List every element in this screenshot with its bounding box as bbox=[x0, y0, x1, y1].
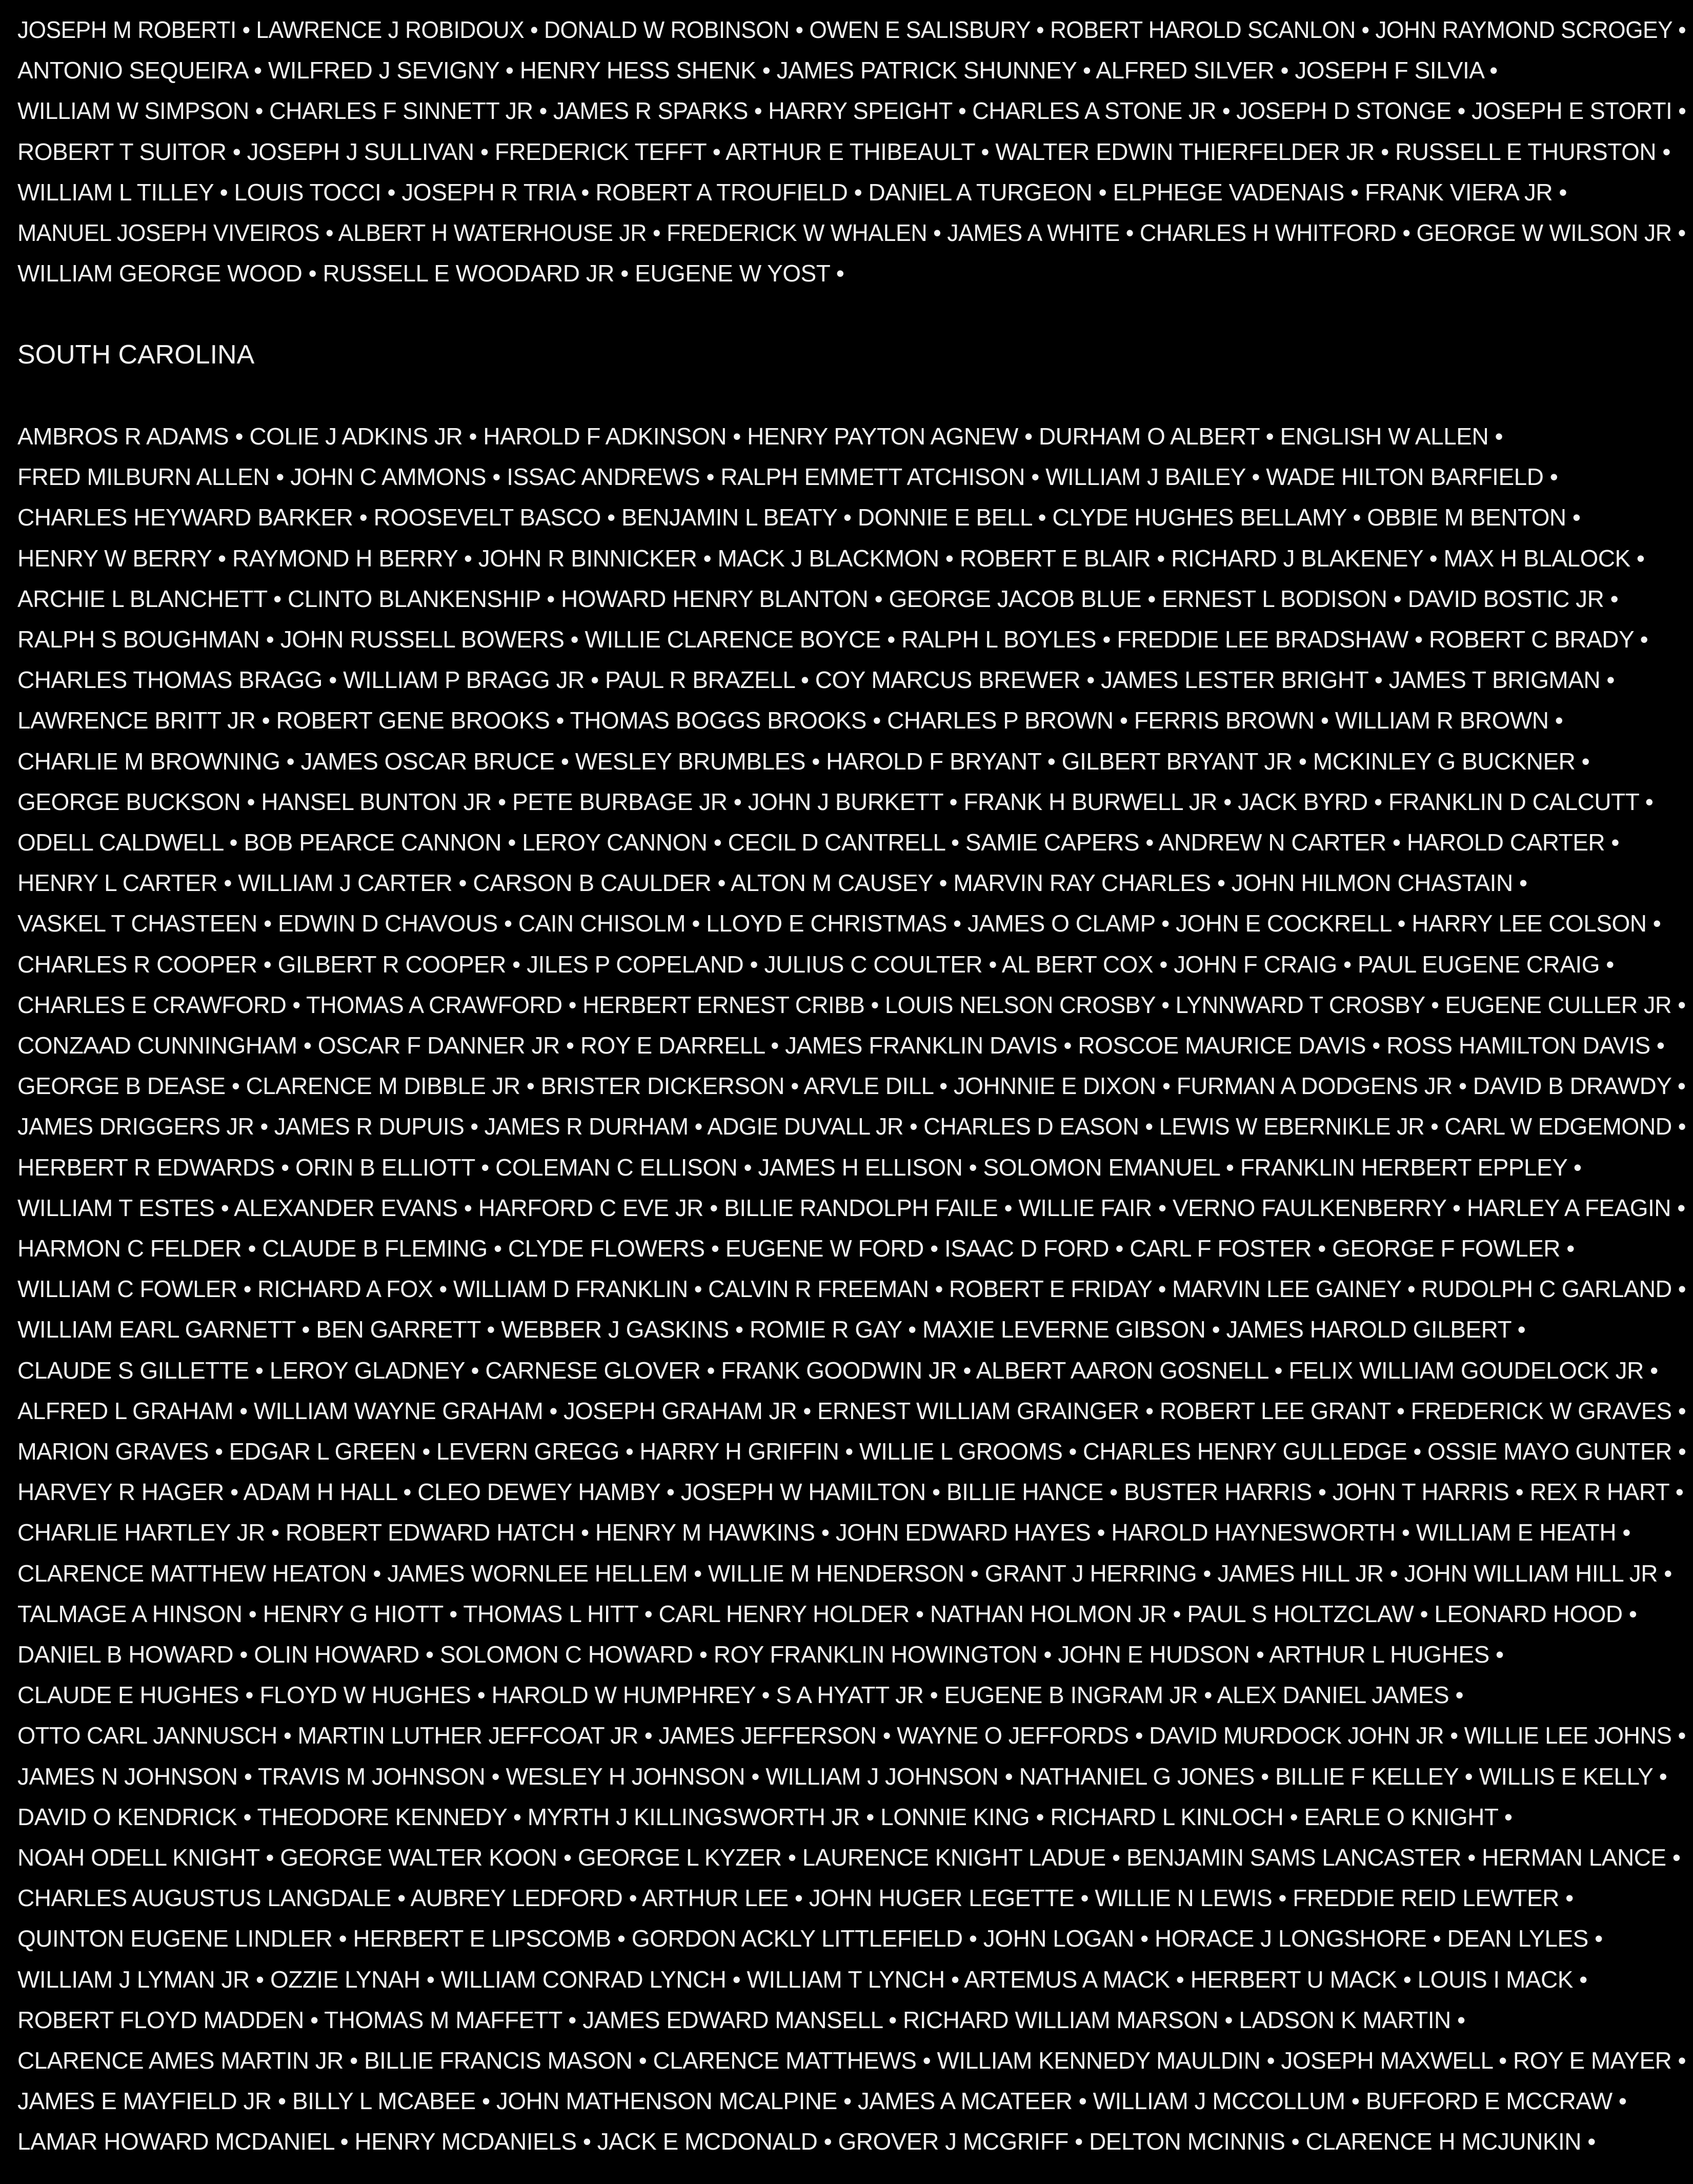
name-line: ALFRED L GRAHAM • WILLIAM WAYNE GRAHAM • JOSEPH GRAHAM JR • ERNEST WILLIAM GRAINGER • ROBERT LEE GRANT • FREDERICK W GRAVES • bbox=[17, 1397, 1686, 1424]
name-line: ARCHIE L BLANCHETT • CLINTO BLANKENSHIP • HOWARD HENRY BLANTON • GEORGE JACOB BLUE • ERNEST L BODISON • DAVID BOSTIC JR • bbox=[17, 585, 1619, 612]
name-line: JOSEPH M ROBERTI • LAWRENCE J ROBIDOUX • DONALD W ROBINSON • OWEN E SALISBURY • ROBERT HAROLD SCANLON • JOHN RAYMOND SCROGEY • bbox=[17, 16, 1686, 43]
name-line: OTTO CARL JANNUSCH • MARTIN LUTHER JEFFCOAT JR • JAMES JEFFERSON • WAYNE O JEFFORDS • DAVID MURDOCK JOHN JR • WILLIE LEE JOHNS • bbox=[17, 1722, 1686, 1749]
name-line: DANIEL B HOWARD • OLIN HOWARD • SOLOMON C HOWARD • ROY FRANKLIN HOWINGTON • JOHN E HUDSON • ARTHUR L HUGHES • bbox=[17, 1641, 1504, 1668]
name-line: ROBERT FLOYD MADDEN • THOMAS M MAFFETT • JAMES EDWARD MANSELL • RICHARD WILLIAM MARSON • LADSON K MARTIN • bbox=[17, 2006, 1465, 2033]
name-line: QUINTON EUGENE LINDLER • HERBERT E LIPSCOMB • GORDON ACKLY LITTLEFIELD • JOHN LOGAN • HORACE J LONGSHORE • DEAN LYLES • bbox=[17, 1925, 1603, 1952]
name-line: WILLIAM W SIMPSON • CHARLES F SINNETT JR • JAMES R SPARKS • HARRY SPEIGHT • CHARLES A STONE JR • JOSEPH D STONGE • JOSEPH E STORTI • bbox=[17, 97, 1686, 125]
name-line: ROBERT T SUITOR • JOSEPH J SULLIVAN • FREDERICK TEFFT • ARTHUR E THIBEAULT • WALTER EDWIN THIERFELDER JR • RUSSELL E THURSTON • bbox=[17, 138, 1670, 165]
name-line: LAWRENCE BRITT JR • ROBERT GENE BROOKS • THOMAS BOGGS BROOKS • CHARLES P BROWN • FERRIS BROWN • WILLIAM R BROWN • bbox=[17, 707, 1563, 734]
name-line: WILLIAM EARL GARNETT • BEN GARRETT • WEBBER J GASKINS • ROMIE R GAY • MAXIE LEVERNE GIBSON • JAMES HAROLD GILBERT • bbox=[17, 1316, 1526, 1343]
name-line: HENRY L CARTER • WILLIAM J CARTER • CARSON B CAULDER • ALTON M CAUSEY • MARVIN RAY CHARLES • JOHN HILMON CHASTAIN • bbox=[17, 869, 1527, 897]
name-line: GEORGE BUCKSON • HANSEL BUNTON JR • PETE BURBAGE JR • JOHN J BURKETT • FRANK H BURWELL JR • JACK BYRD • FRANKLIN D CALCUTT • bbox=[17, 788, 1654, 815]
name-line: MARION GRAVES • EDGAR L GREEN • LEVERN GREGG • HARRY H GRIFFIN • WILLIE L GROOMS • CHARLES HENRY GULLEDGE • OSSIE MAYO GUNTER • bbox=[17, 1438, 1686, 1465]
name-line: CONZAAD CUNNINGHAM • OSCAR F DANNER JR • ROY E DARRELL • JAMES FRANKLIN DAVIS • ROSCOE MAURICE DAVIS • ROSS HAMILTON DAVIS • bbox=[17, 1032, 1665, 1059]
name-line: JAMES DRIGGERS JR • JAMES R DUPUIS • JAMES R DURHAM • ADGIE DUVALL JR • CHARLES D EASON • LEWIS W EBERNIKLE JR • CARL W EDGEMOND • bbox=[17, 1113, 1686, 1140]
name-line: HERBERT R EDWARDS • ORIN B ELLIOTT • COLEMAN C ELLISON • JAMES H ELLISON • SOLOMON EMANUEL • FRANKLIN HERBERT EPPLEY • bbox=[17, 1154, 1582, 1181]
name-line: CLAUDE S GILLETTE • LEROY GLADNEY • CARNESE GLOVER • FRANK GOODWIN JR • ALBERT AARON GOSNELL • FELIX WILLIAM GOUDELOCK JR • bbox=[17, 1357, 1658, 1384]
name-line: FRED MILBURN ALLEN • JOHN C AMMONS • ISSAC ANDREWS • RALPH EMMETT ATCHISON • WILLIAM J BAILEY • WADE HILTON BARFIELD • bbox=[17, 463, 1558, 491]
name-line: NOAH ODELL KNIGHT • GEORGE WALTER KOON • GEORGE L KYZER • LAURENCE KNIGHT LADUE • BENJAMIN SAMS LANCASTER • HERMAN LANCE • bbox=[17, 1844, 1681, 1871]
name-line: ODELL CALDWELL • BOB PEARCE CANNON • LEROY CANNON • CECIL D CANTRELL • SAMIE CAPERS • ANDREW N CARTER • HAROLD CARTER • bbox=[17, 829, 1619, 856]
name-line: MANUEL JOSEPH VIVEIROS • ALBERT H WATERHOUSE JR • FREDERICK W WHALEN • JAMES A WHITE • CHARLES H WHITFORD • GEORGE W WILSON JR • bbox=[17, 219, 1686, 246]
name-line: WILLIAM GEORGE WOOD • RUSSELL E WOODARD JR • EUGENE W YOST • bbox=[17, 260, 844, 287]
name-line: CHARLIE M BROWNING • JAMES OSCAR BRUCE • WESLEY BRUMBLES • HAROLD F BRYANT • GILBERT BRYANT JR • MCKINLEY G BUCKNER • bbox=[17, 747, 1590, 775]
name-line: CHARLES E CRAWFORD • THOMAS A CRAWFORD • HERBERT ERNEST CRIBB • LOUIS NELSON CROSBY • LYNNWARD T CROSBY • EUGENE CULLER JR • bbox=[17, 991, 1686, 1018]
name-line: JAMES E MAYFIELD JR • BILLY L MCABEE • JOHN MATHENSON MCALPINE • JAMES A MCATEER • WILLIAM J MCCOLLUM • BUFFORD E MCCRAW • bbox=[17, 2088, 1627, 2115]
name-line: CLARENCE MATTHEW HEATON • JAMES WORNLEE HELLEM • WILLIE M HENDERSON • GRANT J HERRING • JAMES HILL JR • JOHN WILLIAM HILL JR • bbox=[17, 1560, 1672, 1587]
name-line: JAMES N JOHNSON • TRAVIS M JOHNSON • WESLEY H JOHNSON • WILLIAM J JOHNSON • NATHANIEL G JONES • BILLIE F KELLEY • WILLIS E KELLY • bbox=[17, 1763, 1667, 1790]
name-line: AMBROS R ADAMS • COLIE J ADKINS JR • HAROLD F ADKINSON • HENRY PAYTON AGNEW • DURHAM O ALBERT • ENGLISH W ALLEN • bbox=[17, 423, 1503, 450]
name-line: CHARLES AUGUSTUS LANGDALE • AUBREY LEDFORD • ARTHUR LEE • JOHN HUGER LEGETTE • WILLIE N LEWIS • FREDDIE REID LEWTER • bbox=[17, 1885, 1574, 1912]
name-line: TALMAGE A HINSON • HENRY G HIOTT • THOMAS L HITT • CARL HENRY HOLDER • NATHAN HOLMON JR • PAUL S HOLTZCLAW • LEONARD HOOD • bbox=[17, 1600, 1637, 1627]
name-line: ANTONIO SEQUEIRA • WILFRED J SEVIGNY • HENRY HESS SHENK • JAMES PATRICK SHUNNEY • ALFRED SILVER • JOSEPH F SILVIA • bbox=[17, 57, 1498, 84]
name-line: WILLIAM L TILLEY • LOUIS TOCCI • JOSEPH R TRIA • ROBERT A TROUFIELD • DANIEL A TURGEON • ELPHEGE VADENAIS • FRANK VIERA JR • bbox=[17, 178, 1567, 206]
name-line: WILLIAM T ESTES • ALEXANDER EVANS • HARFORD C EVE JR • BILLIE RANDOLPH FAILE • WILLIE FAIR • VERNO FAULKENBERRY • HARLEY A FEAGIN • bbox=[17, 1194, 1685, 1221]
name-line: HARVEY R HAGER • ADAM H HALL • CLEO DEWEY HAMBY • JOSEPH W HAMILTON • BILLIE HANCE • BUSTER HARRIS • JOHN T HARRIS • REX R HART • bbox=[17, 1479, 1684, 1506]
state-heading: SOUTH CAROLINA bbox=[17, 340, 255, 370]
name-line: CHARLES R COOPER • GILBERT R COOPER • JILES P COPELAND • JULIUS C COULTER • AL BERT COX • JOHN F CRAIG • PAUL EUGENE CRAIG • bbox=[17, 951, 1614, 978]
name-line: CHARLIE HARTLEY JR • ROBERT EDWARD HATCH • HENRY M HAWKINS • JOHN EDWARD HAYES • HAROLD HAYNESWORTH • WILLIAM E HEATH • bbox=[17, 1519, 1630, 1546]
name-line: HENRY W BERRY • RAYMOND H BERRY • JOHN R BINNICKER • MACK J BLACKMON • ROBERT E BLAIR • RICHARD J BLAKENEY • MAX H BLALOCK • bbox=[17, 544, 1645, 572]
name-line: CLAUDE E HUGHES • FLOYD W HUGHES • HAROLD W HUMPHREY • S A HYATT JR • EUGENE B INGRAM JR • ALEX DANIEL JAMES • bbox=[17, 1682, 1464, 1709]
name-line: CHARLES THOMAS BRAGG • WILLIAM P BRAGG JR • PAUL R BRAZELL • COY MARCUS BREWER • JAMES LESTER BRIGHT • JAMES T BRIGMAN • bbox=[17, 666, 1615, 694]
name-line: WILLIAM J LYMAN JR • OZZIE LYNAH • WILLIAM CONRAD LYNCH • WILLIAM T LYNCH • ARTEMUS A MACK • HERBERT U MACK • LOUIS I MACK • bbox=[17, 1966, 1587, 1993]
name-line: RALPH S BOUGHMAN • JOHN RUSSELL BOWERS • WILLIE CLARENCE BOYCE • RALPH L BOYLES • FREDDIE LEE BRADSHAW • ROBERT C BRADY • bbox=[17, 626, 1648, 653]
name-line: HARMON C FELDER • CLAUDE B FLEMING • CLYDE FLOWERS • EUGENE W FORD • ISAAC D FORD • CARL F FOSTER • GEORGE F FOWLER • bbox=[17, 1235, 1575, 1262]
name-line: CLARENCE AMES MARTIN JR • BILLIE FRANCIS MASON • CLARENCE MATTHEWS • WILLIAM KENNEDY MAULDIN • JOSEPH MAXWELL • ROY E MAYER • bbox=[17, 2047, 1686, 2074]
name-line: GEORGE B DEASE • CLARENCE M DIBBLE JR • BRISTER DICKERSON • ARVLE DILL • JOHNNIE E DIXON • FURMAN A DODGENS JR • DAVID B DRAWDY • bbox=[17, 1073, 1686, 1100]
name-line: WILLIAM C FOWLER • RICHARD A FOX • WILLIAM D FRANKLIN • CALVIN R FREEMAN • ROBERT E FRIDAY • MARVIN LEE GAINEY • RUDOLPH C GARLAND • bbox=[17, 1276, 1686, 1303]
name-line: DAVID O KENDRICK • THEODORE KENNEDY • MYRTH J KILLINGSWORTH JR • LONNIE KING • RICHARD L KINLOCH • EARLE O KNIGHT • bbox=[17, 1803, 1513, 1830]
name-line: VASKEL T CHASTEEN • EDWIN D CHAVOUS • CAIN CHISOLM • LLOYD E CHRISTMAS • JAMES O CLAMP • JOHN E COCKRELL • HARRY LEE COLSON • bbox=[17, 910, 1661, 937]
name-line: LAMAR HOWARD MCDANIEL • HENRY MCDANIELS • JACK E MCDONALD • GROVER J MCGRIFF • DELTON MCINNIS • CLARENCE H MCJUNKIN • bbox=[17, 2128, 1596, 2155]
name-line: CHARLES HEYWARD BARKER • ROOSEVELT BASCO • BENJAMIN L BEATY • DONNIE E BELL • CLYDE HUGHES BELLAMY • OBBIE M BENTON • bbox=[17, 504, 1581, 531]
